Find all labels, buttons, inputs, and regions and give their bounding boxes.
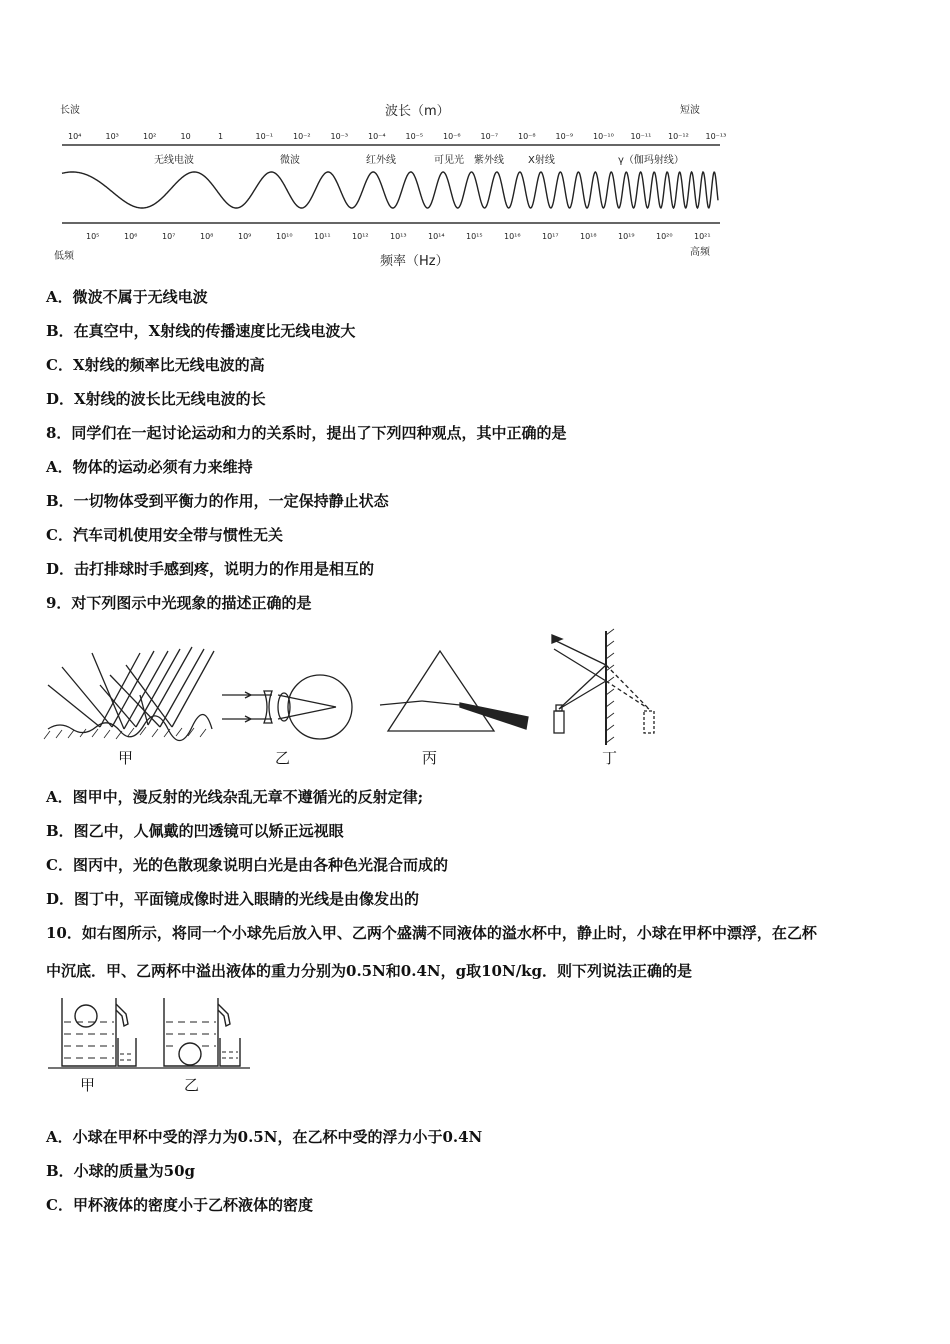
wavelength-tick: 10 <box>180 132 191 141</box>
frequency-tick: 10¹⁵ <box>466 232 483 241</box>
frequency-tick: 10¹³ <box>390 232 407 241</box>
q9-stem: 9．对下列图示中光现象的描述正确的是 <box>46 594 312 612</box>
cup-yi <box>164 998 240 1066</box>
wavelength-title: 波长（m） <box>385 104 450 119</box>
band-label: 无线电波 <box>154 155 194 166</box>
frequency-tick: 10¹⁰ <box>276 232 293 241</box>
wavelength-tick: 10⁻⁸ <box>518 132 536 141</box>
wavelength-tick: 10⁴ <box>68 132 82 141</box>
frequency-tick: 10⁹ <box>238 232 252 241</box>
figure-caption-ding: 丁 <box>602 749 618 767</box>
wavelength-ticks <box>68 132 726 141</box>
wavelength-tick: 10⁻² <box>293 132 311 141</box>
diffuse-reflection-diagram <box>44 647 214 741</box>
low-freq-label: 低频 <box>54 251 74 262</box>
frequency-tick: 10¹⁴ <box>428 232 445 241</box>
q8-option-d: D．击打排球时手感到疼，说明力的作用是相互的 <box>46 560 375 578</box>
wave-curve <box>62 172 718 208</box>
q9-option-b: B．图乙中，人佩戴的凹透镜可以矫正远视眼 <box>46 822 344 840</box>
band-label: 微波 <box>280 155 300 166</box>
q8-stem: 8．同学们在一起讨论运动和力的关系时，提出了下列四种观点，其中正确的是 <box>46 424 567 442</box>
band-label: 红外线 <box>366 155 396 166</box>
band-label: 可见光 <box>434 155 464 166</box>
cup-caption-yi: 乙 <box>184 1076 200 1094</box>
frequency-tick: 10⁶ <box>124 232 138 241</box>
frequency-tick: 10²⁰ <box>656 232 673 241</box>
q7-option-b: B．在真空中，X射线的传播速度比无线电波大 <box>46 322 356 340</box>
lens-eye-diagram <box>222 675 352 739</box>
q8-option-c: C．汽车司机使用安全带与惯性无关 <box>46 526 283 544</box>
frequency-tick: 10⁸ <box>200 232 214 241</box>
wavelength-tick: 10⁻¹³ <box>705 132 727 141</box>
frequency-tick: 10¹¹ <box>314 232 331 241</box>
cup-caption-jia: 甲 <box>80 1076 96 1094</box>
q9-option-c: C．图丙中，光的色散现象说明白光是由各种色光混合而成的 <box>46 856 448 874</box>
optics-figure <box>40 625 670 775</box>
frequency-title: 频率（Hz） <box>380 254 449 269</box>
wavelength-tick: 10⁻⁷ <box>480 132 499 141</box>
band-label: 紫外线 <box>474 155 504 166</box>
cup-jia <box>62 998 136 1066</box>
figure-caption-jia: 甲 <box>118 749 134 767</box>
q10-option-a: A．小球在甲杯中受的浮力为0.5N，在乙杯中受的浮力小于0.4N <box>46 1128 483 1146</box>
wavelength-tick: 10⁻¹¹ <box>630 132 652 141</box>
figure-caption-bing: 丙 <box>422 749 438 767</box>
wavelength-tick: 10⁻⁹ <box>555 132 574 141</box>
wavelength-tick: 10⁻⁶ <box>443 132 461 141</box>
mirror-diagram <box>552 629 654 745</box>
frequency-tick: 10²¹ <box>694 232 711 241</box>
q10-option-c: C．甲杯液体的密度小于乙杯液体的密度 <box>46 1196 313 1214</box>
q10-stem-line2: 中沉底．甲、乙两杯中溢出液体的重力分别为0.5N和0.4N，g取10N/kg．则下列说法正确的是 <box>46 962 693 980</box>
frequency-tick: 10⁵ <box>86 232 100 241</box>
wavelength-tick: 10⁻¹⁰ <box>593 132 614 141</box>
overflow-cups-figure <box>44 990 254 1095</box>
wavelength-tick: 10³ <box>105 132 119 141</box>
frequency-tick: 10⁷ <box>162 232 176 241</box>
short-wave-label: 短波 <box>680 105 700 116</box>
frequency-tick: 10¹⁶ <box>504 232 521 241</box>
frequency-tick: 10¹² <box>352 232 369 241</box>
q8-option-b: B．一切物体受到平衡力的作用，一定保持静止状态 <box>46 492 389 510</box>
q10-stem-line1: 10．如右图所示，将同一个小球先后放入甲、乙两个盛满不同液体的溢水杯中，静止时，小球在甲杯中漂浮，在乙杯 <box>46 924 817 942</box>
band-labels <box>154 153 684 166</box>
q7-option-d: D．X射线的波长比无线电波的长 <box>46 390 266 408</box>
wavelength-tick: 10⁻¹² <box>668 132 689 141</box>
spectrum-figure <box>50 95 730 270</box>
q9-option-d: D．图丁中，平面镜成像时进入眼睛的光线是由像发出的 <box>46 890 420 908</box>
figure-caption-yi: 乙 <box>275 749 291 767</box>
wavelength-tick: 10² <box>143 132 157 141</box>
q7-option-c: C．X射线的频率比无线电波的高 <box>46 356 265 374</box>
high-freq-label: 高频 <box>690 247 710 258</box>
frequency-tick: 10¹⁷ <box>542 232 559 241</box>
wavelength-tick: 10⁻⁵ <box>405 132 424 141</box>
frequency-tick: 10¹⁹ <box>618 232 635 241</box>
wavelength-tick: 10⁻³ <box>330 132 349 141</box>
q8-option-a: A．物体的运动必须有力来维持 <box>46 458 253 476</box>
wavelength-tick: 10⁻¹ <box>255 132 274 141</box>
long-wave-label: 长波 <box>60 105 80 116</box>
q10-option-b: B．小球的质量为50g <box>46 1162 196 1180</box>
wavelength-tick: 10⁻⁴ <box>368 132 386 141</box>
q7-option-a: A．微波不属于无线电波 <box>46 288 208 306</box>
band-label: γ（伽玛射线） <box>618 155 684 166</box>
frequency-ticks <box>86 232 711 241</box>
frequency-tick: 10¹⁸ <box>580 232 597 241</box>
band-label: X射线 <box>528 155 555 166</box>
wavelength-tick: 1 <box>218 132 224 141</box>
prism-diagram <box>380 651 528 731</box>
q9-option-a: A．图甲中，漫反射的光线杂乱无章不遵循光的反射定律; <box>46 788 424 806</box>
